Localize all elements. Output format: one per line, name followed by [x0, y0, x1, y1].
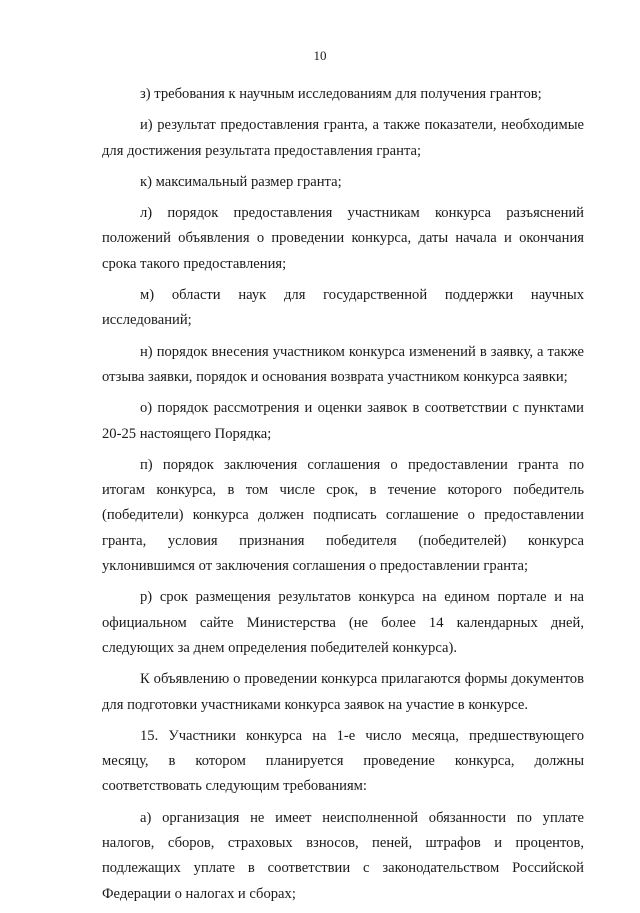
- paragraph-r: р) срок размещения результатов конкурса на едином портале и на официальном сайте Министерства (не более 14 календарных дней, следующих за днем определения победителей конкурса).: [102, 589, 584, 656]
- paragraph-n: н) порядок внесения участником конкурса изменений в заявку, а также отзыва заявки, порядок и основания возврата участником конкурса заявки;: [102, 343, 584, 385]
- paragraph-o: о) порядок рассмотрения и оценки заявок в соответствии с пунктами 20-25 настоящего Порядка;: [102, 400, 584, 442]
- paragraph-attachments: К объявлению о проведении конкурса прилагаются формы документов для подготовки участниками конкурса заявок на участие в конкурсе.: [102, 671, 584, 713]
- paragraph-k: к) максимальный размер гранта;: [140, 173, 342, 190]
- paragraph-a: а) организация не имеет неисполненной обязанности по уплате налогов, сборов, страховых взносов, пеней, штрафов и процентов, подлежащих уплате в соответствии с законодательством Российской Федерации о налогах и сборах;: [102, 809, 584, 902]
- paragraph-m: м) области наук для государственной поддержки научных исследований;: [102, 287, 584, 329]
- page-number: 10: [313, 48, 327, 63]
- paragraph-p: п) порядок заключения соглашения о предоставлении гранта по итогам конкурса, в том числе срок, в течение которого победитель (победители) конкурса должен подписать соглашение о предоставлении гранта, условия признания победителя (победителей) конкурса уклонившимся от заключения соглашения о предоставлении гранта;: [102, 456, 584, 575]
- paragraph-l: л) порядок предоставления участникам конкурса разъяснений положений объявления о проведении конкурса, даты начала и окончания срока такого предоставления;: [102, 205, 584, 272]
- body-text: [102, 82, 584, 913]
- paragraph-15: 15. Участники конкурса на 1-е число месяца, предшествующего месяцу, в котором планируется проведение конкурса, должны соответствовать следующим требованиям:: [102, 727, 584, 795]
- paragraph-i: и) результат предоставления гранта, а также показатели, необходимые для достижения результата предоставления гранта;: [102, 117, 584, 159]
- paragraph-z: з) требования к научным исследованиям для получения грантов;: [140, 86, 542, 102]
